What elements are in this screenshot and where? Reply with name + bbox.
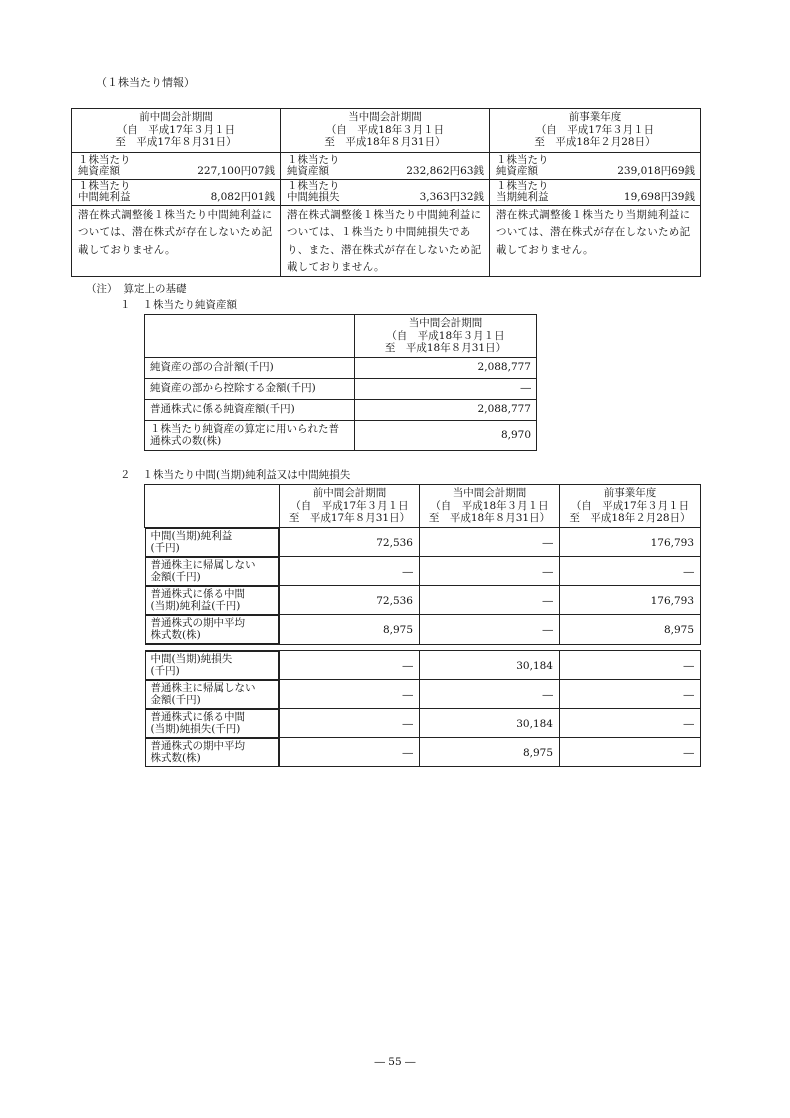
loss-row (145, 709, 701, 738)
nav-basis-label: 純資産の部の合計額(千円) (145, 357, 355, 378)
nav-basis-row (145, 378, 537, 399)
note-heading (86, 283, 187, 296)
item2-number: ２ (120, 469, 131, 481)
nav-basis-header-blank (145, 315, 355, 358)
loss-per-share-row (287, 181, 484, 204)
item2-heading (120, 469, 350, 482)
income-value-prev-year: ― (560, 557, 701, 586)
nav-basis-label: 普通株式に係る純資産額(千円) (145, 399, 355, 420)
loss-row-label: 中間(当期)純損失 (千円) (145, 651, 280, 680)
nav-per-share-label: １株当たり 純資産額 (287, 153, 340, 178)
item1-title: １株当たり純資産額 (142, 299, 237, 311)
loss-row (145, 680, 701, 709)
nav-per-share-row (78, 155, 275, 178)
nav-basis-row (145, 357, 537, 378)
loss-row-label: 普通株式の期中平均 株式数(株) (145, 738, 280, 767)
nav-per-share-value: 232,862円63銭 (406, 164, 484, 177)
nav-basis-label: 純資産の部から控除する金額(千円) (145, 378, 355, 399)
summary-column-prev-year (490, 152, 701, 276)
income-row (145, 557, 701, 586)
nav-basis-row (145, 420, 537, 450)
summary-header-prev-interim: 前中間会計期間 （自 平成17年３月１日 至 平成17年８月31日） (72, 109, 281, 153)
diluted-note: 潜在株式調整後１株当たり当期純利益については、潜在株式が存在しないため記載しておりません。 (496, 208, 691, 256)
income-per-share-label: １株当たり 当期純利益 (496, 179, 549, 204)
income-value-prev-interim: 8,975 (280, 615, 420, 645)
loss-row-label: 普通株主に帰属しない 金額(千円) (145, 680, 280, 709)
loss-value-prev-year: ― (560, 738, 701, 767)
diluted-note: 潜在株式調整後１株当たり中間純利益については、潜在株式が存在しないため記載しておりません。 (78, 208, 273, 256)
income-value-prev-year: 176,793 (560, 527, 701, 557)
loss-row (145, 650, 701, 680)
income-value-prev-year: 176,793 (560, 586, 701, 615)
income-per-share-row (78, 181, 275, 204)
summary-column-current-interim (281, 152, 490, 276)
income-row-label: 中間(当期)純利益 (千円) (145, 528, 280, 557)
nav-per-share-value: 227,100円07銭 (197, 164, 275, 177)
loss-row (145, 738, 701, 767)
item2-title: １株当たり中間(当期)純利益又は中間純損失 (142, 469, 351, 481)
summary-column-prev-interim (72, 152, 281, 276)
loss-value-current-interim: 30,184 (420, 709, 560, 738)
nav-per-share-row (287, 155, 484, 178)
income-per-share-value: 8,082円01銭 (210, 190, 275, 203)
income-row (145, 527, 701, 557)
income-basis-header-row (145, 485, 701, 528)
income-value-current-interim: ― (420, 586, 560, 615)
income-per-share-value: 19,698円39銭 (623, 190, 695, 203)
income-basis-header-prev-interim: 前中間会計期間 （自 平成17年３月１日 至 平成17年８月31日） (280, 485, 420, 528)
nav-per-share-value: 239,018円69銭 (617, 164, 695, 177)
income-value-current-interim: ― (420, 557, 560, 586)
income-basis-header-prev-year: 前事業年度 （自 平成17年３月１日 至 平成18年２月28日） (560, 485, 701, 528)
income-value-prev-interim: ― (280, 557, 420, 586)
nav-basis-header-current-interim: 当中間会計期間 （自 平成18年３月１日 至 平成18年８月31日） (355, 315, 537, 358)
loss-row-label: 普通株式に係る中間 (当期)純損失(千円) (145, 709, 280, 738)
loss-value-prev-interim: ― (280, 709, 420, 738)
loss-value-current-interim: 30,184 (420, 650, 560, 680)
income-value-current-interim: ― (420, 527, 560, 557)
loss-value-prev-year: ― (560, 709, 701, 738)
summary-body-row (72, 152, 701, 276)
income-row-label: 普通株式に係る中間 (当期)純利益(千円) (145, 586, 280, 615)
income-row-label: 普通株式の期中平均 株式数(株) (145, 615, 280, 644)
nav-basis-header-row (145, 315, 537, 358)
loss-value-current-interim: 8,975 (420, 738, 560, 767)
income-basis-table (144, 484, 701, 767)
nav-basis-row (145, 399, 537, 420)
income-basis-header-current-interim: 当中間会計期間 （自 平成18年３月１日 至 平成18年８月31日） (420, 485, 560, 528)
item1-heading (120, 299, 237, 312)
loss-value-prev-interim: ― (280, 738, 420, 767)
nav-basis-value: 8,970 (355, 420, 537, 450)
loss-value-current-interim: ― (420, 680, 560, 709)
note-heading-text: 算定上の基礎 (123, 283, 187, 295)
section-title: （１株当たり情報） (96, 76, 195, 89)
loss-per-share-label: １株当たり 中間純損失 (287, 179, 340, 204)
loss-value-prev-interim: ― (280, 650, 420, 680)
income-row (145, 615, 701, 645)
income-value-prev-year: 8,975 (560, 615, 701, 645)
income-value-prev-interim: 72,536 (280, 527, 420, 557)
nav-basis-label: １株当たり純資産の算定に用いられた普通株式の数(株) (145, 420, 355, 450)
item1-number: １ (120, 299, 131, 311)
income-per-share-label: １株当たり 中間純利益 (78, 179, 131, 204)
income-per-share-row (496, 181, 695, 204)
nav-basis-value: 2,088,777 (355, 399, 537, 420)
nav-per-share-label: １株当たり 純資産額 (496, 153, 549, 178)
note-label: （注） (86, 283, 118, 295)
summary-header-prev-year: 前事業年度 （自 平成17年３月１日 至 平成18年２月28日） (490, 109, 701, 153)
summary-header-row (72, 109, 701, 153)
per-share-summary-table (71, 108, 701, 277)
nav-per-share-row (496, 155, 695, 178)
income-row-label: 普通株主に帰属しない 金額(千円) (145, 557, 280, 586)
income-basis-header-blank (145, 485, 280, 528)
income-value-current-interim: ― (420, 615, 560, 645)
summary-header-current-interim: 当中間会計期間 （自 平成18年３月１日 至 平成18年８月31日） (281, 109, 490, 153)
nav-basis-value: ― (355, 378, 537, 399)
loss-value-prev-interim: ― (280, 680, 420, 709)
loss-value-prev-year: ― (560, 650, 701, 680)
nav-per-share-label: １株当たり 純資産額 (78, 153, 131, 178)
page-number: ― 55 ― (374, 1056, 416, 1068)
nav-basis-value: 2,088,777 (355, 357, 537, 378)
loss-per-share-value: 3,363円32銭 (419, 190, 484, 203)
loss-value-prev-year: ― (560, 680, 701, 709)
income-row (145, 586, 701, 615)
nav-basis-table (144, 314, 537, 451)
diluted-note: 潜在株式調整後１株当たり中間純利益については、１株当たり中間純損失であり、また、潜在株式が存在しないため記載しておりません。 (287, 208, 482, 273)
income-value-prev-interim: 72,536 (280, 586, 420, 615)
